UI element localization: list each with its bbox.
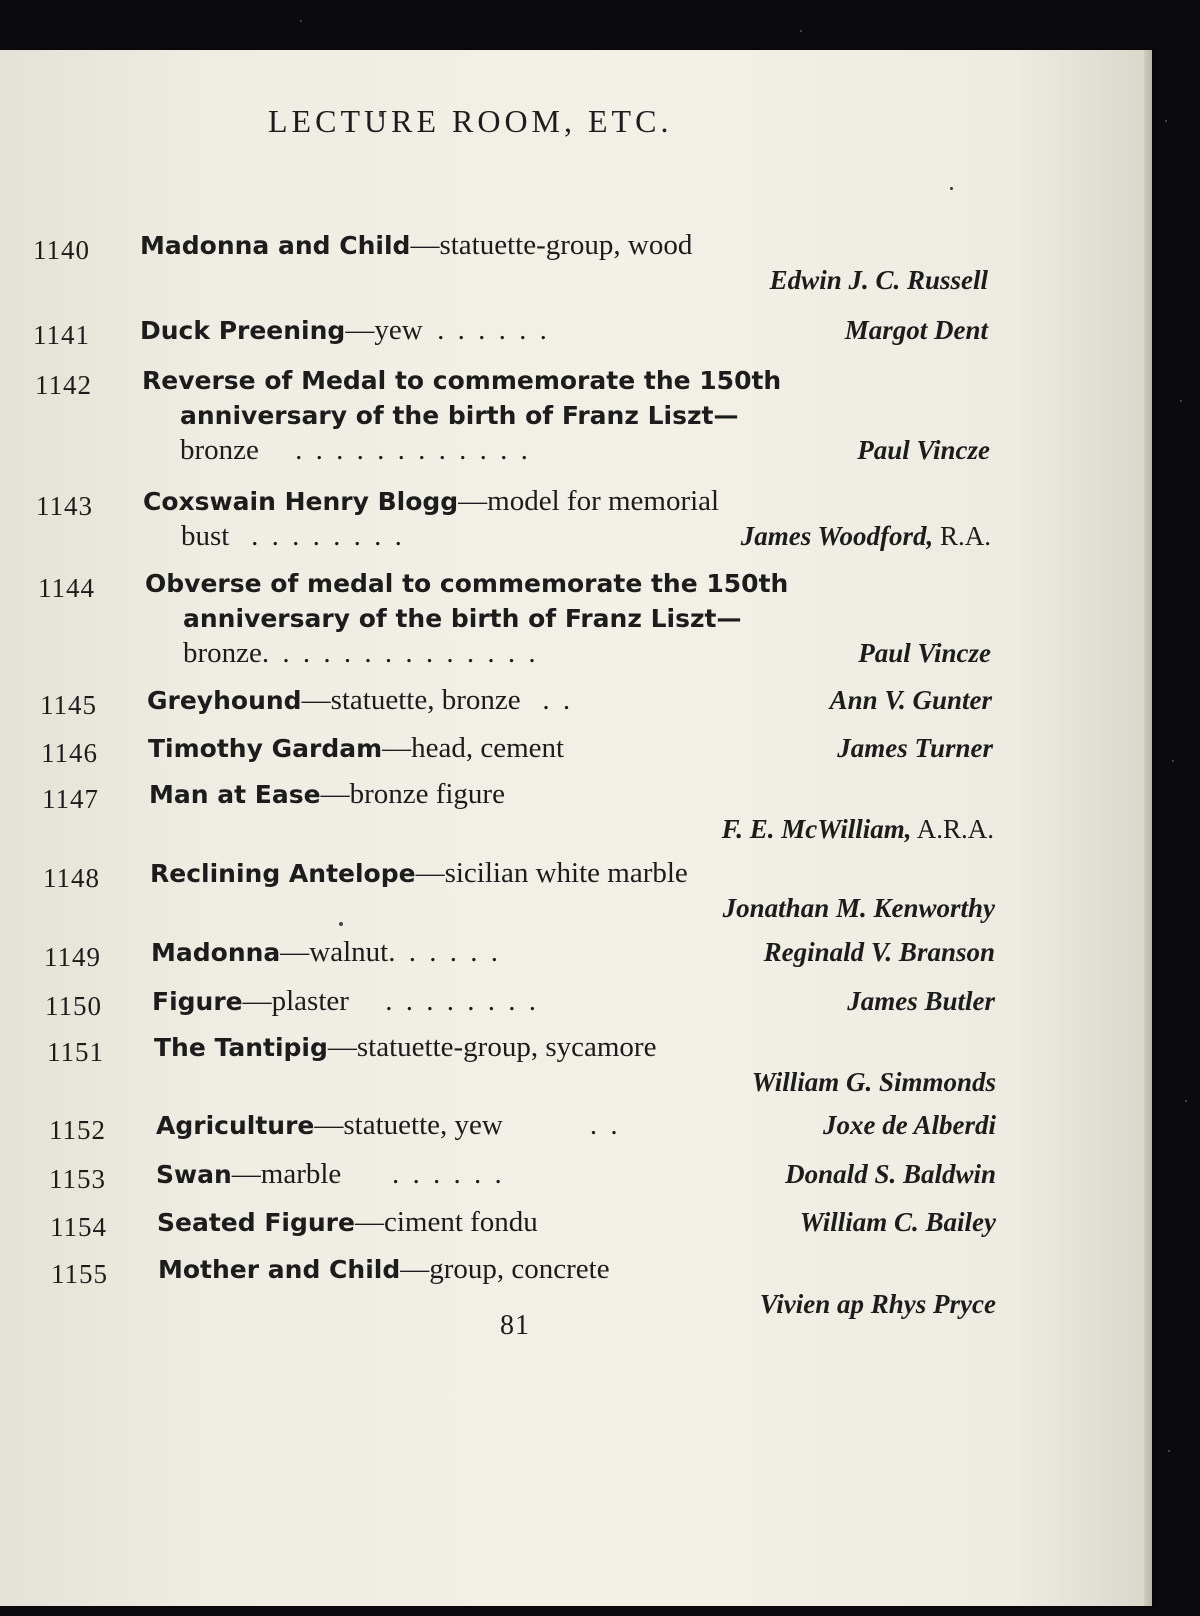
entry-number: 1148 — [43, 863, 100, 893]
dot-leader: . . . . . . . . . . . . . . — [261, 637, 539, 669]
entry-artist: William C. Bailey — [799, 1207, 996, 1237]
entry-description: —statuette-group, sycamore — [327, 1031, 657, 1063]
entry-title-continued: anniversary of the birth of Franz Liszt— — [183, 604, 742, 633]
entry-title: Reverse of Medal to commemorate the 150th — [142, 366, 782, 395]
entry-number: 1142 — [35, 370, 92, 400]
entry-description: —head, cement — [382, 732, 565, 764]
entry-number: 1140 — [33, 235, 90, 265]
entry-description: —model for memorial — [458, 485, 720, 517]
entry-title: Agriculture — [156, 1111, 315, 1140]
artist-name: F. E. McWilliam, — [721, 814, 912, 844]
entry-title: Madonna — [151, 938, 281, 967]
entry-number: 1155 — [51, 1259, 108, 1289]
entry-description: —bronze figure — [320, 778, 505, 810]
entry-title: Mother and Child — [158, 1255, 401, 1284]
entry-title: The Tantipig — [154, 1033, 328, 1062]
artist-honour: R.A. — [933, 521, 991, 551]
entry-description: —group, concrete — [400, 1253, 610, 1285]
entry-number: 1154 — [50, 1212, 107, 1242]
entry-artist: Edwin J. C. Russell — [769, 265, 988, 295]
entry-description: —sicilian white marble — [415, 857, 688, 889]
dot-leader: . . . . . . . . . . . . — [295, 434, 531, 466]
catalogue-entry — [41, 731, 993, 768]
entry-title: Obverse of medal to commemorate the 150th — [145, 569, 789, 598]
entry-title: Figure — [152, 987, 243, 1016]
entry-title: Greyhound — [147, 686, 302, 715]
entry-title: Timothy Gardam — [148, 734, 383, 763]
page-edge — [1144, 50, 1152, 1606]
dot-leader: . . — [542, 684, 574, 716]
catalogue-entry — [51, 1252, 996, 1322]
dot-leader: . . . . . . . . — [385, 985, 539, 1017]
catalogue-entry — [49, 1108, 996, 1145]
artist-honour: A.R.A. — [911, 814, 994, 844]
catalogue-entry — [38, 566, 991, 671]
dot-leader: . . . . . . — [437, 314, 550, 346]
entry-artist: James Turner — [837, 733, 993, 763]
entry-description: —statuette, bronze — [301, 684, 521, 716]
entry-number: 1153 — [49, 1164, 106, 1194]
catalogue-entry — [40, 683, 992, 720]
entry-artist: Vivien ap Rhys Pryce — [759, 1289, 996, 1319]
ink-mark — [950, 187, 953, 190]
entry-title: Man at Ease — [149, 780, 321, 809]
entry-number: 1152 — [49, 1115, 106, 1145]
catalogue-entry — [49, 1157, 996, 1194]
catalogue-entry — [35, 363, 990, 468]
catalogue-entry — [42, 777, 994, 847]
entry-title: Duck Preening — [140, 316, 346, 345]
entry-description: —ciment fondu — [354, 1206, 538, 1238]
entry-artist: William G. Simmonds — [751, 1067, 996, 1097]
entry-artist — [741, 519, 991, 554]
catalogue-entry — [33, 313, 988, 350]
catalogue-entry — [43, 856, 995, 926]
catalogue-entry — [47, 1030, 996, 1100]
entry-artist: James Butler — [847, 986, 995, 1016]
entry-number: 1145 — [40, 690, 97, 720]
entry-title: Coxswain Henry Blogg — [143, 487, 459, 516]
page-title: LECTURE ROOM, ETC. — [268, 103, 673, 139]
entry-number: 1144 — [38, 573, 95, 603]
catalogue-entry — [50, 1205, 996, 1242]
dot-leader: . . . . . . — [392, 1158, 505, 1190]
entry-description: —marble — [231, 1158, 342, 1190]
entry-number: 1146 — [41, 738, 98, 768]
dot-leader: . . . . . . — [388, 936, 501, 968]
entry-artist: Paul Vincze — [857, 435, 990, 465]
entry-number: 1143 — [36, 491, 93, 521]
entry-description: bronze — [180, 434, 259, 466]
entry-number: 1149 — [44, 942, 101, 972]
entry-title: Seated Figure — [157, 1208, 355, 1237]
entry-title-continued: anniversary of the birth of Franz Liszt— — [180, 401, 739, 430]
entry-number: 1151 — [47, 1037, 104, 1067]
entry-description-continued: bust — [181, 520, 230, 552]
entry-title: Reclining Antelope — [150, 859, 416, 888]
entry-title: Swan — [156, 1160, 232, 1189]
catalogue-entry — [44, 935, 995, 972]
page-number: 81 — [500, 1310, 530, 1341]
catalogue-entry — [36, 484, 991, 554]
entry-artist: Ann V. Gunter — [829, 685, 992, 715]
entry-number: 1141 — [33, 320, 90, 350]
entry-description: —statuette, yew — [314, 1109, 503, 1141]
entry-artist: Jonathan M. Kenworthy — [722, 893, 995, 923]
entry-artist: Reginald V. Branson — [763, 937, 995, 967]
entry-number: 1147 — [42, 784, 99, 814]
catalogue-entry — [45, 984, 995, 1021]
entry-artist: Paul Vincze — [858, 638, 991, 668]
entry-description: —plaster — [242, 985, 349, 1017]
entry-artist: Joxe de Alberdi — [823, 1110, 996, 1140]
dot-leader: . . . . . . . . — [251, 520, 405, 552]
entry-artist: Margot Dent — [844, 315, 988, 345]
entry-artist — [722, 812, 994, 847]
entry-description: bronze — [183, 637, 262, 669]
entry-artist: Donald S. Baldwin — [785, 1159, 996, 1189]
entry-description: —yew — [345, 314, 423, 346]
entry-description: —statuette-group, wood — [410, 229, 693, 261]
artist-name: James Woodford, — [740, 521, 934, 551]
dot-leader: . . — [589, 1109, 621, 1141]
entry-title: Madonna and Child — [140, 231, 411, 260]
catalogue-entry — [33, 228, 988, 298]
entry-description: —walnut — [280, 936, 389, 968]
entry-number: 1150 — [45, 991, 102, 1021]
